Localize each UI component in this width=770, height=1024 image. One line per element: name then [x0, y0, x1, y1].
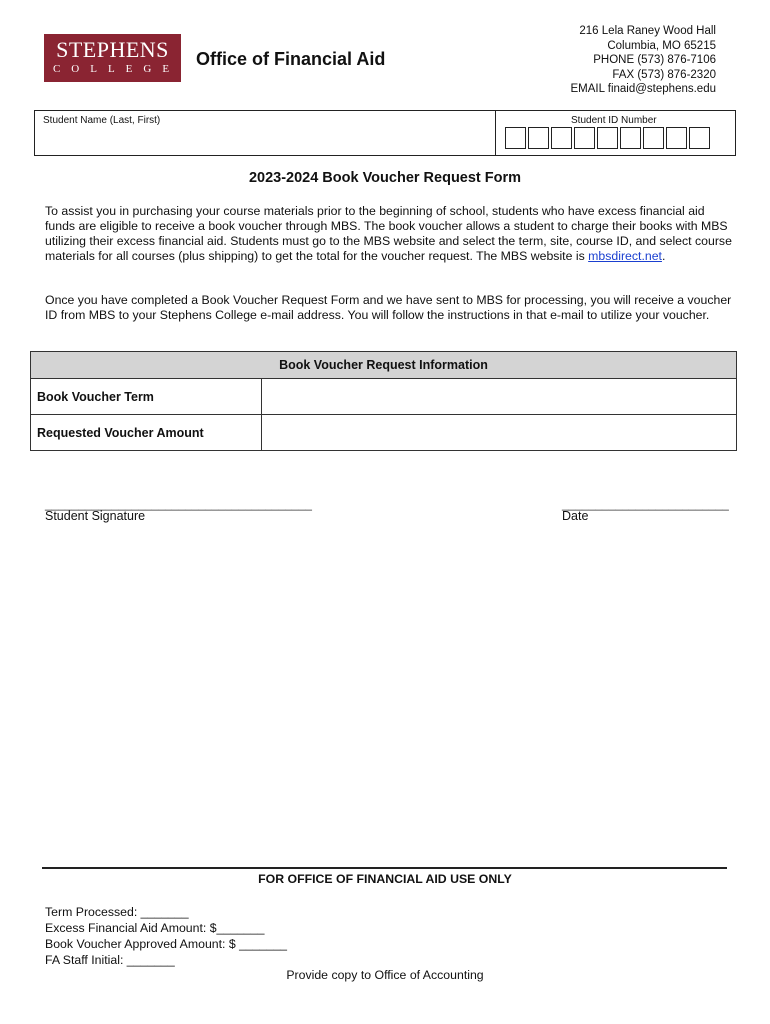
requested-voucher-amount-field[interactable]	[262, 415, 736, 450]
student-signature-label: Student Signature	[45, 509, 146, 523]
intro-paragraph	[45, 204, 733, 264]
student-id-digit-4[interactable]	[574, 127, 595, 149]
approved-amount-field: Book Voucher Approved Amount: $ _______	[45, 937, 288, 951]
table-row	[31, 415, 736, 450]
student-id-digit-9[interactable]	[689, 127, 710, 149]
address-email: EMAIL finaid@stephens.edu	[570, 83, 716, 95]
student-id-digit-3[interactable]	[551, 127, 572, 149]
intro-paragraph-end: .	[661, 249, 666, 263]
office-use-fields	[45, 904, 287, 968]
excess-aid-amount-field: Excess Financial Aid Amount: $_______	[45, 921, 265, 935]
student-name-label: Student Name (Last, First)	[43, 115, 161, 126]
intro-paragraph-text: To assist you in purchasing your course materials prior to the beginning of school, students who have excess financial aid funds are eligible to receive a book voucher through MBS. The book voucher allows a student to charge their books with MBS utilizing their excess financial aid. Students must go to the MBS website and select the term, site, course ID, and select course materials for all courses (plus shipping) to get the total for the voucher request. The MBS website is	[45, 204, 732, 263]
date-label: Date	[562, 509, 589, 523]
stephens-college-logo	[44, 34, 181, 82]
mbsdirect-link[interactable]: mbsdirect.net	[588, 249, 662, 263]
address-fax: FAX (573) 876-2320	[612, 68, 716, 81]
address-line1: 216 Lela Raney Wood Hall	[579, 25, 716, 37]
student-id-digit-1[interactable]	[505, 127, 526, 149]
student-id-digit-5[interactable]	[597, 127, 618, 149]
student-id-digit-7[interactable]	[643, 127, 664, 149]
term-processed-field: Term Processed: _______	[45, 905, 189, 919]
book-voucher-term-label: Book Voucher Term	[31, 379, 262, 414]
accounting-copy-note: Provide copy to Office of Accounting	[286, 968, 484, 982]
book-voucher-term-field[interactable]	[262, 379, 736, 414]
logo-text-college: COLLEGE	[52, 63, 181, 75]
student-id-label: Student ID Number	[571, 115, 657, 126]
office-use-divider	[42, 867, 727, 869]
student-info-box	[34, 110, 736, 156]
requested-voucher-amount-label: Requested Voucher Amount	[31, 415, 262, 450]
student-id-digit-boxes	[505, 127, 710, 149]
date-line[interactable]: _________________________	[562, 497, 729, 511]
info-table-header: Book Voucher Request Information	[31, 352, 736, 379]
student-id-digit-8[interactable]	[666, 127, 687, 149]
address-phone: PHONE (573) 876-7106	[593, 54, 716, 66]
office-address	[570, 24, 716, 97]
address-line2: Columbia, MO 65215	[607, 39, 716, 52]
student-box-divider	[495, 111, 496, 155]
student-id-digit-6[interactable]	[620, 127, 641, 149]
instructions-paragraph: Once you have completed a Book Voucher Request Form and we have sent to MBS for processing, you will receive a voucher ID from MBS to your Stephens College e-mail address. You will follow the instructions in that e-mail to utilize your voucher.	[45, 293, 732, 322]
student-signature-line[interactable]: ________________________________________	[45, 497, 312, 511]
table-row	[31, 379, 736, 415]
office-title: Office of Financial Aid	[196, 49, 386, 69]
form-title: 2023-2024 Book Voucher Request Form	[248, 170, 522, 186]
logo-text-stephens: STEPHENS	[56, 37, 169, 62]
fa-staff-initial-field: FA Staff Initial: _______	[45, 953, 175, 967]
book-voucher-info-table	[30, 351, 737, 451]
office-use-title: FOR OFFICE OF FINANCIAL AID USE ONLY	[258, 872, 512, 886]
student-id-digit-2[interactable]	[528, 127, 549, 149]
